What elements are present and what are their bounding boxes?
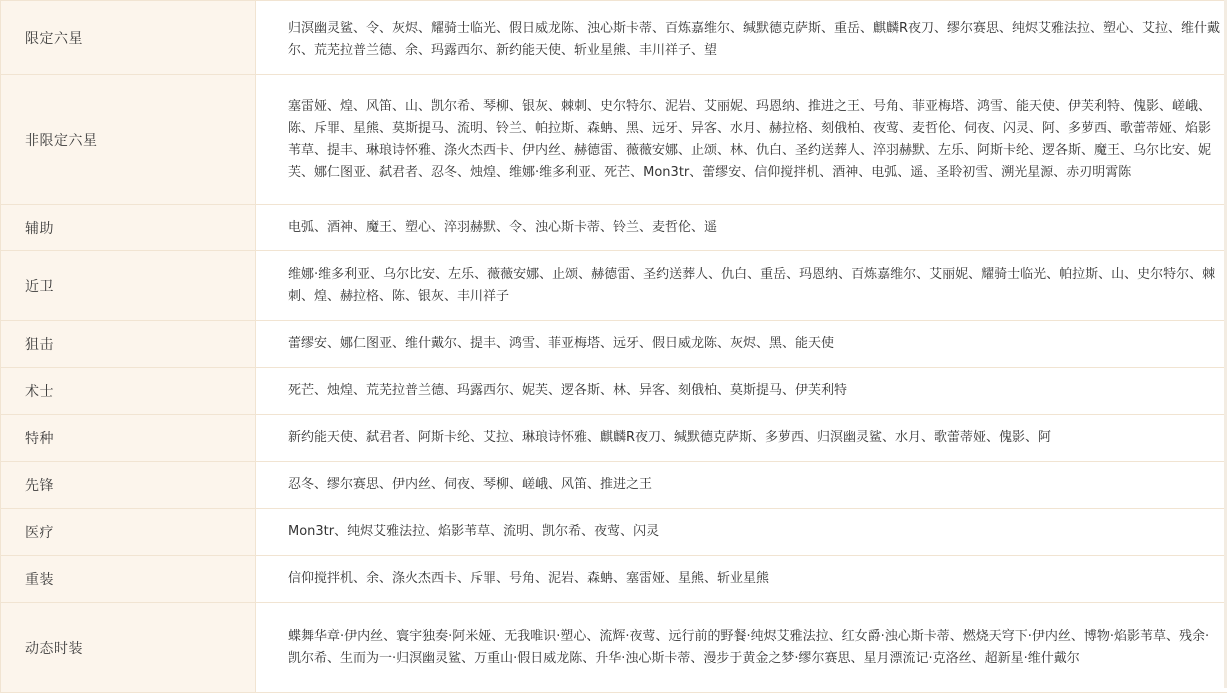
table-row: [1, 462, 1227, 509]
table-row: [1, 556, 1227, 603]
row-value-caster: 死芒、烛煌、荒芜拉普兰德、玛露西尔、妮芙、逻各斯、林、异客、刻俄柏、莫斯提马、伊芙利特: [256, 368, 1227, 415]
row-value-dynamic-skin: 蝶舞华章·伊内丝、寰宇独奏·阿米娅、无我唯识·塑心、流辉·夜莺、远行前的野餐·纯烬艾雅法拉、红女爵·浊心斯卡蒂、燃烧天穹下·伊内丝、博物·焰影苇草、残余·凯尔希、生而为一·归溟幽灵鲨、万重山·假日威龙陈、升华·浊心斯卡蒂、漫步于黄金之梦·缪尔赛思、星月漂流记·克洛丝、超新星·维什戴尔: [256, 603, 1227, 693]
row-label-dynamic-skin: 动态时装: [1, 603, 256, 693]
table-row: [1, 205, 1227, 251]
row-label-limited-six-star: 限定六星: [1, 1, 256, 75]
row-label-caster: 术士: [1, 368, 256, 415]
row-value-specialist: 新约能天使、弑君者、阿斯卡纶、艾拉、琳琅诗怀雅、麒麟R夜刀、缄默德克萨斯、多萝西、归溟幽灵鲨、水月、歌蕾蒂娅、傀影、阿: [256, 415, 1227, 462]
row-label-sniper: 狙击: [1, 321, 256, 368]
table-row: [1, 321, 1227, 368]
row-value-guard: 维娜·维多利亚、乌尔比安、左乐、薇薇安娜、止颂、赫德雷、圣约送葬人、仇白、重岳、玛恩纳、百炼嘉维尔、艾丽妮、耀骑士临光、帕拉斯、山、史尔特尔、棘刺、煌、赫拉格、陈、银灰、丰川祥子: [256, 251, 1227, 321]
row-label-non-limited-six-star: 非限定六星: [1, 75, 256, 205]
row-value-vanguard: 忍冬、缪尔赛思、伊内丝、伺夜、琴柳、嵯峨、风笛、推进之王: [256, 462, 1227, 509]
row-label-vanguard: 先锋: [1, 462, 256, 509]
table-row: [1, 75, 1227, 205]
table-row: [1, 368, 1227, 415]
table-row: [1, 603, 1227, 693]
row-label-medic: 医疗: [1, 509, 256, 556]
row-value-defender: 信仰搅拌机、余、涤火杰西卡、斥罪、号角、泥岩、森蚺、塞雷娅、星熊、斩业星熊: [256, 556, 1227, 603]
row-label-specialist: 特种: [1, 415, 256, 462]
row-value-supporter: 电弧、酒神、魔王、塑心、淬羽赫默、令、浊心斯卡蒂、铃兰、麦哲伦、遥: [256, 205, 1227, 251]
table-row: [1, 1, 1227, 75]
row-label-defender: 重装: [1, 556, 256, 603]
row-value-limited-six-star: 归溟幽灵鲨、令、灰烬、耀骑士临光、假日威龙陈、浊心斯卡蒂、百炼嘉维尔、缄默德克萨斯、重岳、麒麟R夜刀、缪尔赛思、纯烬艾雅法拉、塑心、艾拉、维什戴尔、荒芜拉普兰德、余、玛露西尔、新约能天使、斩业星熊、丰川祥子、望: [256, 1, 1227, 75]
row-value-non-limited-six-star: 塞雷娅、煌、风笛、山、凯尔希、琴柳、银灰、棘刺、史尔特尔、泥岩、艾丽妮、玛恩纳、推进之王、号角、菲亚梅塔、鸿雪、能天使、伊芙利特、傀影、嵯峨、陈、斥罪、星熊、莫斯提马、流明、铃兰、帕拉斯、森蚺、黑、远牙、异客、水月、赫拉格、刻俄柏、夜莺、麦哲伦、伺夜、闪灵、阿、多萝西、歌蕾蒂娅、焰影苇草、提丰、琳琅诗怀雅、涤火杰西卡、伊内丝、赫德雷、薇薇安娜、止颂、林、仇白、圣约送葬人、淬羽赫默、左乐、阿斯卡纶、逻各斯、魔王、乌尔比安、妮芙、娜仁图亚、弑君者、忍冬、烛煌、维娜·维多利亚、死芒、Mon3tr、蕾缪安、信仰搅拌机、酒神、电弧、遥、圣聆初雪、溯光星源、赤刃明霄陈: [256, 75, 1227, 205]
row-value-medic: Mon3tr、纯烬艾雅法拉、焰影苇草、流明、凯尔希、夜莺、闪灵: [256, 509, 1227, 556]
row-label-supporter: 辅助: [1, 205, 256, 251]
row-label-guard: 近卫: [1, 251, 256, 321]
row-value-sniper: 蕾缪安、娜仁图亚、维什戴尔、提丰、鸿雪、菲亚梅塔、远牙、假日威龙陈、灰烬、黑、能天使: [256, 321, 1227, 368]
table-row: [1, 509, 1227, 556]
table-row: [1, 251, 1227, 321]
table-row: [1, 415, 1227, 462]
